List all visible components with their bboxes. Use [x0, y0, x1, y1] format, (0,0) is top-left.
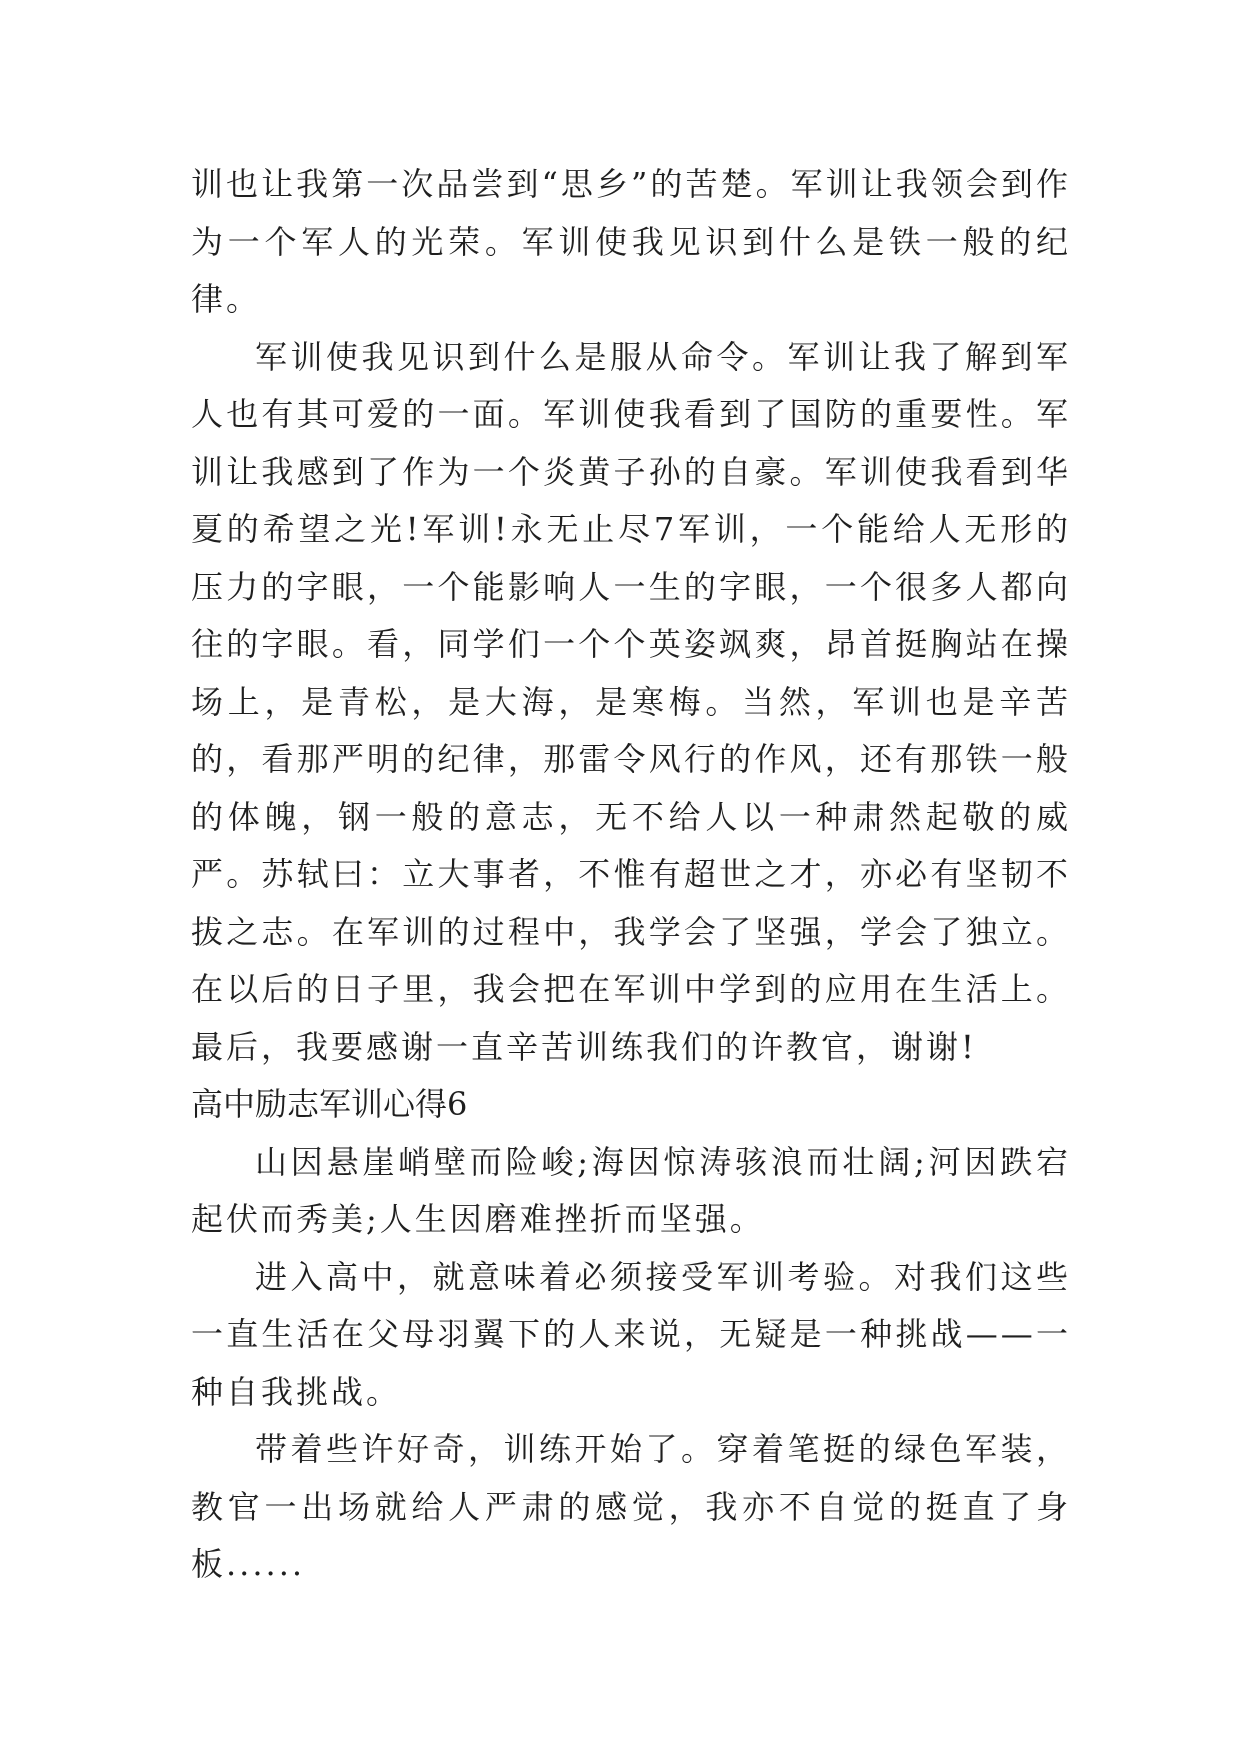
paragraph-training-begins: 带着些许好奇，训练开始了。穿着笔挺的绿色军装，教官一出场就给人严肃的感觉，我亦不自觉的挺直了身板......	[191, 1430, 1071, 1583]
paragraph-entering-high-school: 进入高中，就意味着必须接受军训考验。对我们这些一直生活在父母羽翼下的人来说，无疑是一种挑战——一种自我挑战。	[191, 1257, 1071, 1411]
document-body	[191, 156, 1071, 1594]
paragraph-continuation: 训也让我第一次品尝到“思乡”的苦楚。军训让我领会到作为一个军人的光荣。军训使我见识到什么是铁一般的纪律。	[191, 165, 1071, 318]
section-heading: 高中励志军训心得6	[191, 1085, 468, 1123]
paragraph-mountain-metaphor: 山因悬崖峭壁而险峻;海因惊涛骇浪而壮阔;河因跌宕起伏而秀美;人生因磨难挫折而坚强。	[191, 1142, 1071, 1238]
paragraph-military-training: 军训使我见识到什么是服从命令。军训让我了解到军人也有其可爱的一面。军训使我看到了国防的重要性。军训让我感到了作为一个炎黄子孙的自豪。军训使我看到华夏的希望之光!军训!永无止尽7军训，一个能给人无形的压力的字眼，一个能影响人一生的字眼，一个很多人都向往的字眼。看，同学们一个个英姿飒爽，昂首挺胸站在操场上，是青松，是大海，是寒梅。当然，军训也是辛苦的，看那严明的纪律，那雷令风行的作风，还有那铁一般的体魄，钢一般的意志，无不给人以一种肃然起敬的威严。苏轼曰：立大事者，不惟有超世之才，亦必有坚韧不拔之志。在军训的过程中，我学会了坚强，学会了独立。在以后的日子里，我会把在军训中学到的应用在生活上。最后，我要感谢一直辛苦训练我们的许教官，谢谢!	[191, 337, 1071, 1066]
